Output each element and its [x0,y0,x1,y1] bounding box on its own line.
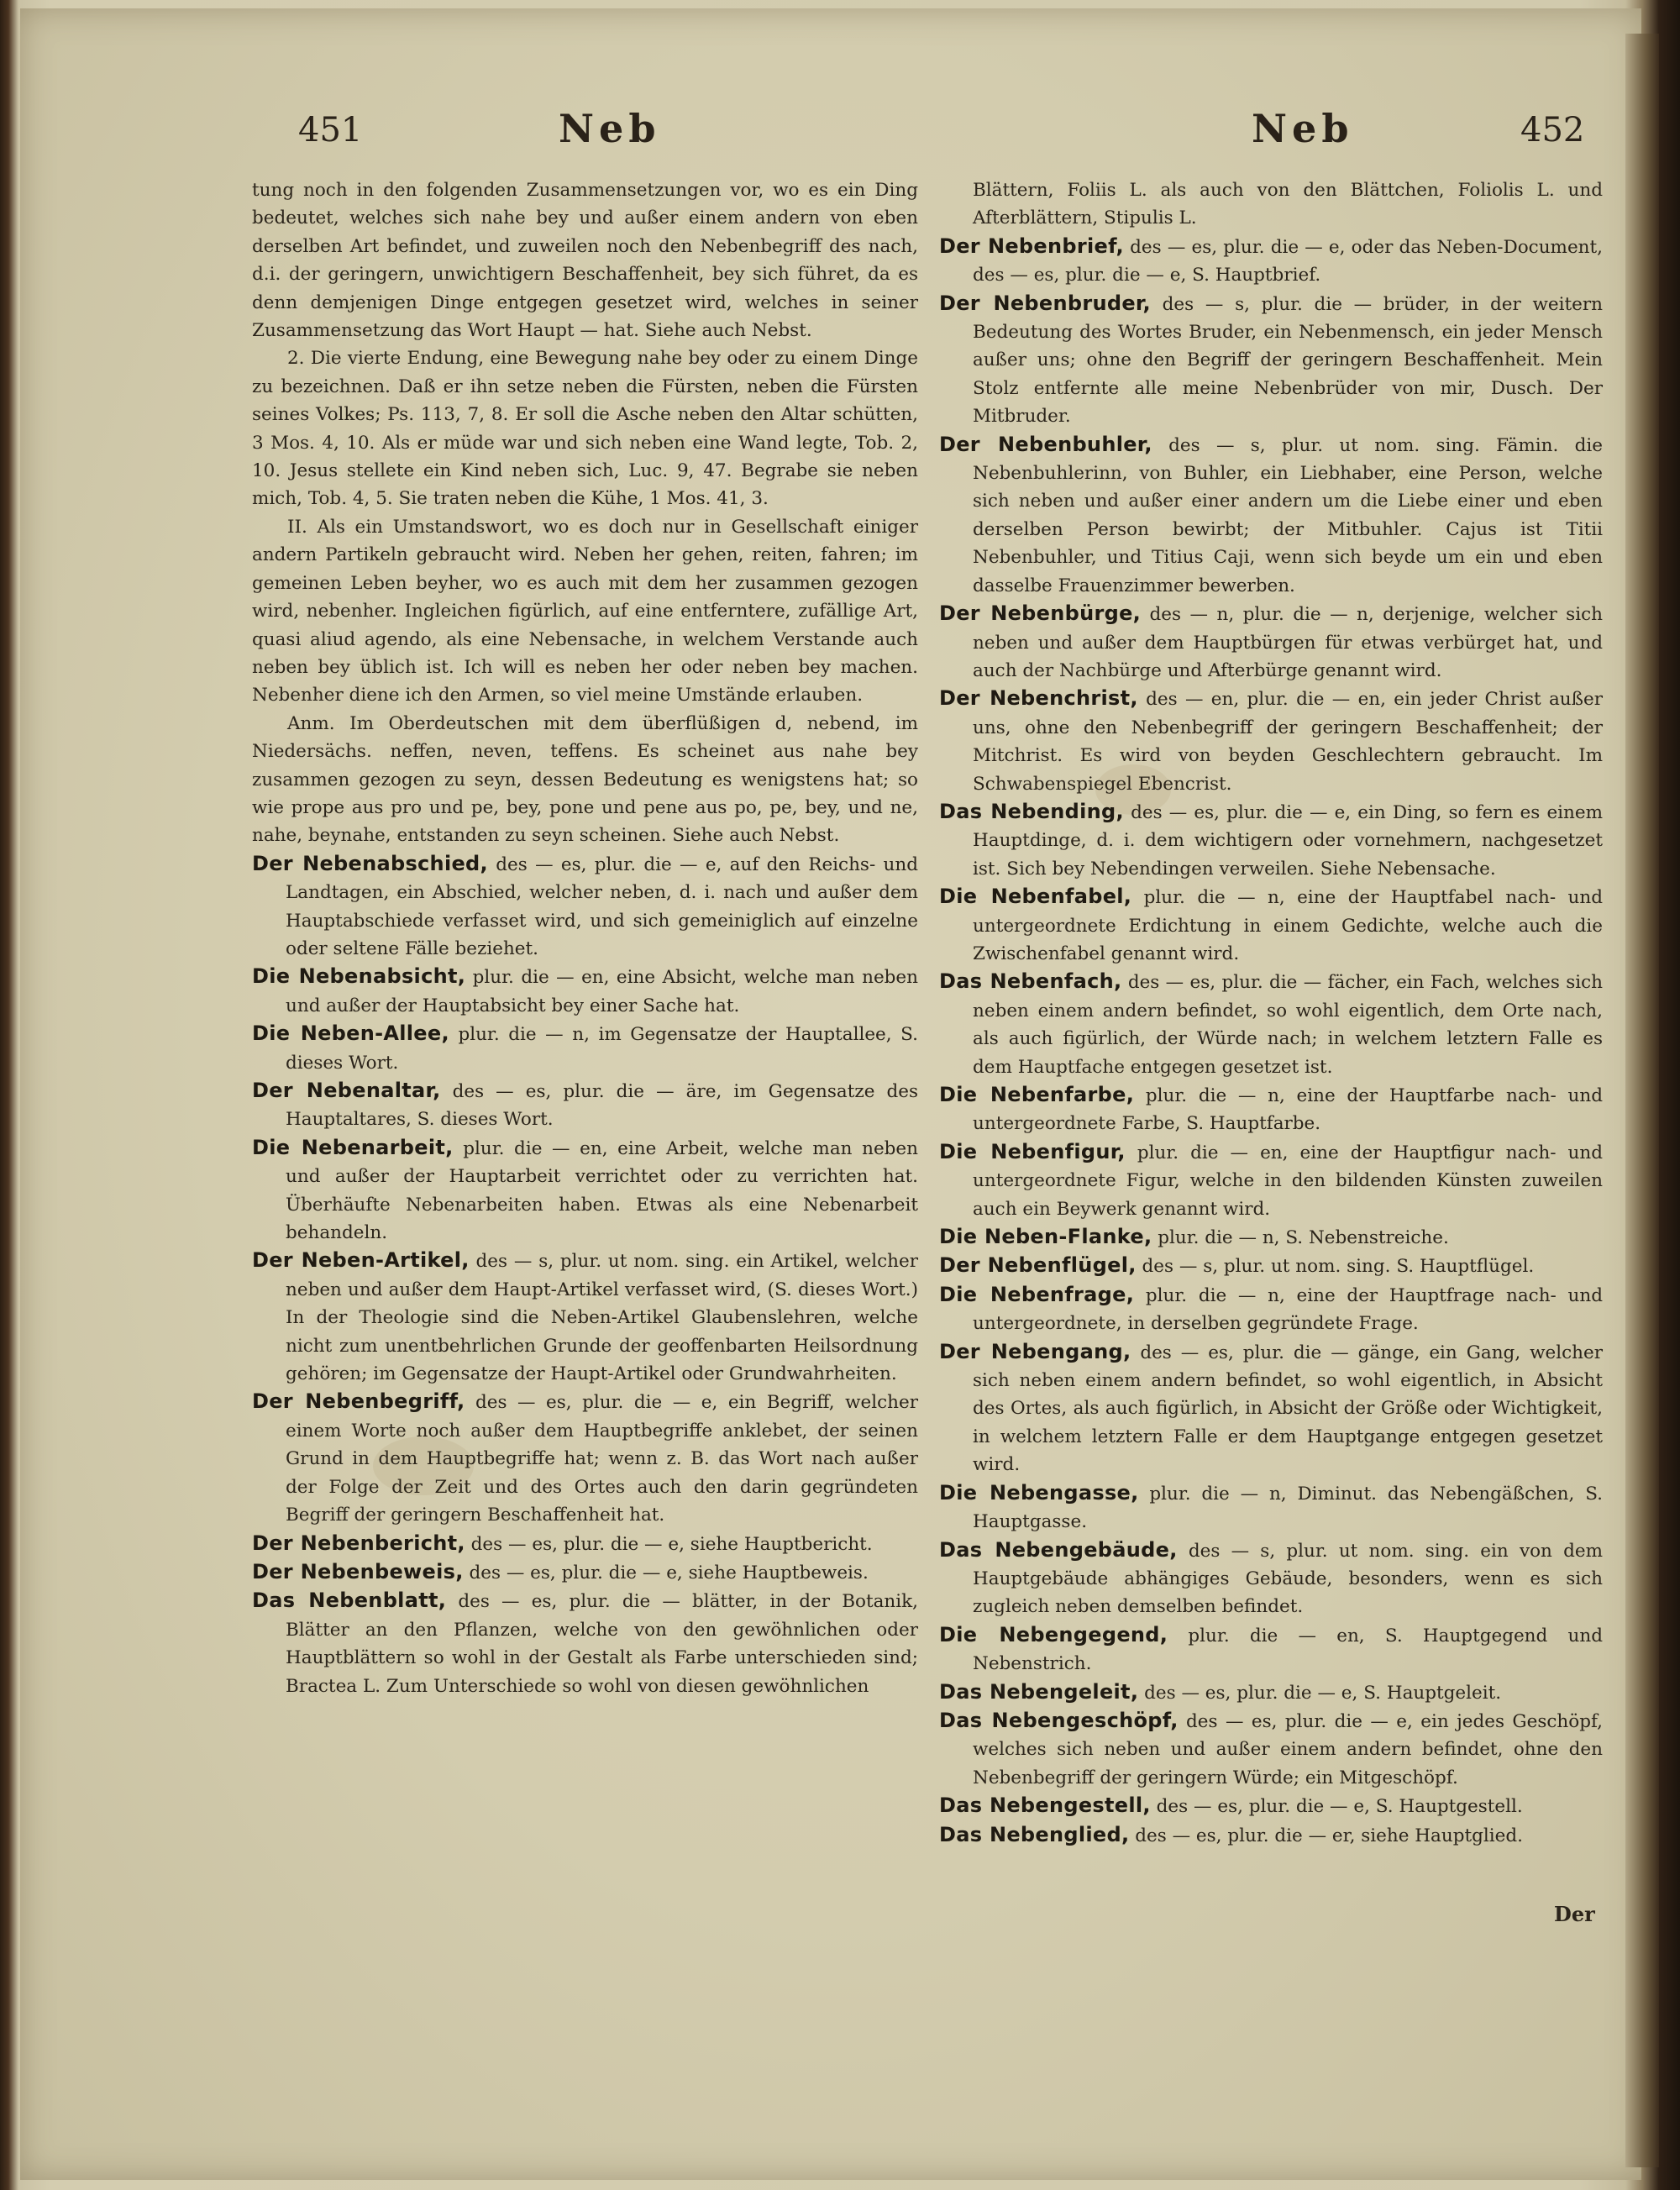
entry-headword: Der Nebenbürge, [939,601,1142,626]
entry-definition: des — s, plur. die — brüder, in der weitern Bedeutung des Wortes Bruder, ein Nebenmensch, ein jeder Mensch außer uns; ohne den Begriff der geringern Beschaffenheit. Mein Stolz entfernte alle meine Nebenbrüder von mir, Dusch. Der Mitbruder. [973,293,1603,428]
dictionary-entry [939,968,1603,1081]
dictionary-entry [939,1479,1603,1536]
entry-definition: des — es, plur. die — fächer, ein Fach, welches sich neben einem andern befindet, so wohl eigentlich, dem Orte nach, als auch figürlich, der Würde nach; in welchem letztern Falle es dem Hauptfache entgegen gesetzet ist. [973,972,1603,1078]
entry-definition: des — es, plur. die — blätter, in der Botanik, Blätter an den Pflanzen, welche von den gewöhnlichen oder Hauptblättern so wohl in der Gestalt als Farbe unterschieden sind; Bractea L. Zum Unterschiede so wohl von diesen gewöhnlichen [286,1591,919,1697]
page-number-right: 452 [1520,111,1585,150]
right-column [939,176,1603,1850]
entry-definition: plur. die — en, eine Arbeit, welche man neben und außer der Hauptarbeit verrichtet oder zu verrichten hat. Überhäufte Nebenarbeiten haben. Etwas als eine Nebenarbeit behandeln. [286,1137,919,1244]
running-head-right: Neb [1252,106,1354,151]
page-edge [1625,34,1659,2167]
entry-headword: Das Nebengeschöpf, [939,1708,1179,1732]
entry-definition: plur. die — n, eine der Hauptfabel nach- und untergeordnete Erdichtung in einem Gedichte, welche auch die Zwischenfabel genannt wird. [973,887,1603,964]
entry-headword: Das Nebengestell, [939,1793,1151,1818]
entry-headword: Die Nebenarbeit, [252,1135,454,1159]
entry-definition: des — es, plur. die — e, siehe Hauptbericht. [470,1533,873,1555]
entry-headword: Der Nebenbegriff, [252,1389,465,1414]
entry-headword: Der Neben-Artikel, [252,1248,470,1273]
dictionary-entry [252,1077,918,1134]
dictionary-entry [252,1558,918,1587]
entry-headword: Der Nebenbeweis, [252,1559,464,1583]
entry-definition: des — es, plur. die — er, siehe Hauptglied. [1135,1825,1523,1846]
entry-headword: Die Nebengegend, [939,1622,1168,1646]
entry-headword: Die Neben-Flanke, [939,1225,1152,1249]
entry-continuation: Blättern, Foliis L. als auch von den Blättchen, Foliolis L. und Afterblättern, Stipulis L. [973,180,1603,229]
entry-definition: des — s, plur. ut nom. sing. Fämin. die Nebenbuhlerinn, von Buhler, ein Liebhaber, eine Person, welche sich neben und außer einer andern um die Liebe einer und eben derselben Person bewirbt; der Mitbuhler. Cajus ist Titii Nebenbuhler, und Titius Caji, wenn sich beyde um ein und eben dasselbe Frauenzimmer bewerben. [973,434,1603,596]
dictionary-entry [939,1792,1603,1820]
entry-list [939,233,1603,1850]
entry-headword: Die Nebenfrage, [939,1282,1135,1306]
entry-definition: des — es, plur. die — e, oder das Neben-Document, des — es, plur. die — e, S. Hauptbrief. [973,236,1603,286]
dictionary-entry [252,1134,918,1247]
paragraph: 2. Die vierte Endung, eine Bewegung nahe bey oder zu einem Dinge zu bezeichnen. Daß er ihn setze neben die Fürsten, neben die Fürsten seines Volkes; Ps. 113, 7, 8. Er soll die Asche neben den Altar schütten, 3 Mos. 4, 10. Als er müde war und sich neben eine Wand legte, Tob. 2, 10. Jesus stellete ein Kind neben sich, Luc. 9, 47. Begrabe sie neben mich, Tob. 4, 5. Sie traten neben die Kühe, 1 Mos. 41, 3. [252,348,918,510]
entry-list [252,850,918,1700]
dictionary-entry [939,1821,1603,1850]
dictionary-entry [939,1281,1603,1338]
entry-headword: Das Nebending, [939,799,1124,823]
entry-headword: Der Nebenchrist, [939,686,1138,711]
entry-headword: Die Nebenfigur, [939,1139,1126,1163]
dictionary-entry [252,1247,918,1388]
entry-definition: des — es, plur. die — äre, im Gegensatze des Hauptaltares, S. dieses Wort. [286,1081,918,1131]
entry-headword: Der Nebengang, [939,1339,1131,1363]
dictionary-entry [939,431,1603,600]
page-number-left: 451 [298,111,363,150]
entry-definition: des — n, plur. die — n, derjenige, welcher sich neben und außer dem Hauptbürgen für etwas verbürget hat, und auch der Nachbürge und Afterbürge genannt wird. [973,604,1603,681]
entry-headword: Die Nebenabsicht, [252,964,466,989]
entry-continuation: tung noch in den folgenden Zusammensetzungen vor, wo es ein Ding bedeutet, welches sich nahe bey und außer einem andern von eben derselben Art befindet, und zuweilen noch den Nebenbegriff des nach, d.i. der geringern, unwichtigern Beschaffenheit, bey sich führet, da es denn demjenigen Dinge entgegen gesetzet wird, welches in seiner Zusammensetzung das Wort Haupt — hat. Siehe auch Nebst. [252,180,918,342]
dictionary-entry [939,1536,1603,1621]
entry-headword: Der Nebenbericht, [252,1531,465,1555]
catchword: Der [1554,1902,1595,1926]
dictionary-entry [939,1138,1603,1223]
dictionary-entry [939,798,1603,883]
dictionary-entry [939,1338,1603,1479]
dictionary-entry [252,1530,918,1558]
dictionary-entry [939,1252,1603,1280]
entry-headword: Die Nebenfabel, [939,885,1132,909]
entry-definition: plur. die — en, eine Absicht, welche man neben und außer der Hauptabsicht bey einer Sache hat. [286,967,918,1016]
entry-definition: des — es, plur. die — e, siehe Hauptbeweis. [469,1562,869,1583]
dictionary-entry [252,850,918,964]
entry-headword: Das Nebenglied, [939,1822,1130,1846]
left-column [252,176,918,1700]
entry-headword: Der Nebenbuhler, [939,432,1152,456]
entry-headword: Das Nebengebäude, [939,1537,1178,1562]
entry-headword: Der Nebenflügel, [939,1253,1137,1278]
annotation-note: Anm. Im Oberdeutschen mit dem überflüßigen d, nebend, im Niedersächs. neffen, neven, teffens. Es scheinet aus nahe bey zusammen gezogen zu seyn, dessen Bedeutung es wenigstens hat; so wie prope aus pro und pe, bey, pone und pene aus po, pe, bey, und ne, nahe, beynahe, entstanden zu seyn scheinen. Siehe auch Nebst. [252,712,918,847]
dictionary-entry [252,963,918,1020]
entry-headword: Der Nebenbrief, [939,234,1124,258]
dictionary-entry [252,1020,918,1077]
entry-headword: Das Nebengeleit, [939,1679,1139,1704]
entry-definition: plur. die — en, S. Hauptgegend und Nebenstrich. [973,1625,1603,1675]
dictionary-entry [939,600,1603,685]
entry-definition: des — es, plur. die — e, S. Hauptgeleit. [1144,1682,1502,1704]
entry-definition: des — es, plur. die — e, auf den Reichs- und Landtagen, ein Abschied, welcher neben, d. i. nach und außer dem Hauptabschiede verfasset wird, und sich gemeiniglich auf einzelne oder seltene Fälle beziehet. [286,853,918,959]
entry-headword: Das Nebenfach, [939,969,1122,994]
entry-definition: plur. die — en, eine der Hauptfigur nach- und untergeordnete Figur, welche in den bildenden Künsten zuweilen auch ein Beywerk genannt wird. [973,1142,1603,1220]
dictionary-entry [939,1707,1603,1792]
dictionary-entry [252,1388,918,1529]
dictionary-entry [939,233,1603,290]
entry-definition: plur. die — n, S. Nebenstreiche. [1158,1227,1449,1249]
running-head-left: Neb [559,106,661,151]
dictionary-entry [939,1678,1603,1707]
entry-definition: des — es, plur. die — e, ein jedes Geschöpf, welches sich neben und außer einem andern befindet, ohne den Nebenbegriff der geringern Würde; ein Mitgeschöpf. [973,1710,1603,1788]
entry-definition: des — s, plur. ut nom. sing. ein Artikel, welcher neben und außer dem Haupt-Artikel verfasset wird, (S. dieses Wort.) In der Theologie sind die Neben-Artikel Glaubenslehren, welche nicht zum unentbehrlichen Grunde der geoffenbarten Heilsordnung gehören; im Gegensatze der Haupt-Artikel oder Grundwahrheiten. [286,1251,918,1385]
entry-definition: des — es, plur. die — e, S. Hauptgestell. [1156,1796,1523,1818]
entry-definition: des — s, plur. ut nom. sing. S. Hauptflügel. [1142,1256,1535,1278]
entry-definition: plur. die — n, eine der Hauptfarbe nach- und untergeordnete Farbe, S. Hauptfarbe. [973,1085,1603,1135]
entry-headword: Der Nebenaltar, [252,1079,441,1102]
entry-definition: plur. die — n, Diminut. das Nebengäßchen, S. Hauptgasse. [973,1483,1603,1533]
entry-definition: des — es, plur. die — e, ein Begriff, welcher einem Worte noch außer dem Hauptbegriffe anklebet, der seinen Grund in dem Hauptbegriffe hat; wenn z. B. das Wort nach außer der Folge der Zeit und des Ortes auch den darin gegründeten Begriff der geringern Beschaffenheit hat. [286,1392,918,1526]
entry-definition: des — es, plur. die — gänge, ein Gang, welcher sich neben einem andern befindet, so wohl eigentlich, in Absicht des Ortes, als auch figürlich, in Absicht der Größe oder Wichtigkeit, in welchem letztern Falle er dem Hauptgange entgegen gesetzet wird. [973,1342,1603,1476]
dictionary-entry [939,685,1603,798]
paragraph: II. Als ein Umstandswort, wo es doch nur in Gesellschaft einiger andern Partikeln gebraucht wird. Neben her gehen, reiten, fahren; im gemeinen Leben beyher, wo es auch mit dem her zusammen gezogen wird, nebenher. Ingleichen figürlich, auf eine entferntere, zufällige Art, quasi aliud agendo, als eine Nebensache, in welchem Verstande auch neben bey üblich ist. Ich will es neben her oder neben bey machen. Nebenher diene ich den Armen, so viel meine Umstände erlauben. [252,516,918,706]
entry-headword: Der Nebenbruder, [939,291,1151,315]
dictionary-entry [252,1587,918,1700]
entry-headword: Das Nebenblatt, [252,1589,447,1613]
entry-definition: des — s, plur. ut nom. sing. ein von dem Hauptgebäude abhängiges Gebäude, besonders, wenn es sich zugleich neben demselben befindet. [973,1540,1603,1618]
dictionary-entry [939,1081,1603,1138]
entry-definition: des — es, plur. die — e, ein Ding, so fern es einem Hauptdinge, d. i. dem wichtigern oder vornehmern, nachgesetzet ist. Sich bey Nebendingen verweilen. Siehe Nebensache. [973,801,1603,880]
dictionary-entry [939,1621,1603,1678]
entry-definition: plur. die — n, eine der Hauptfrage nach- und untergeordnete, in derselben gegründete Frage. [973,1284,1603,1335]
entry-headword: Die Nebengasse, [939,1480,1139,1505]
entry-definition: des — en, plur. die — en, ein jeder Christ außer uns, ohne den Nebenbegriff der geringern Beschaffenheit; der Mitchrist. Es wird von beyden Geschlechtern gebraucht. Im Schwabenspiegel Ebencrist. [973,689,1603,795]
dictionary-entry [939,290,1603,431]
dictionary-entry [939,1223,1603,1252]
entry-definition: plur. die — n, im Gegensatze der Hauptallee, S. dieses Wort. [286,1024,918,1074]
entry-headword: Die Neben-Allee, [252,1021,449,1046]
dictionary-entry [939,883,1603,968]
entry-headword: Der Nebenabschied, [252,851,488,875]
entry-headword: Die Nebenfarbe, [939,1083,1135,1106]
